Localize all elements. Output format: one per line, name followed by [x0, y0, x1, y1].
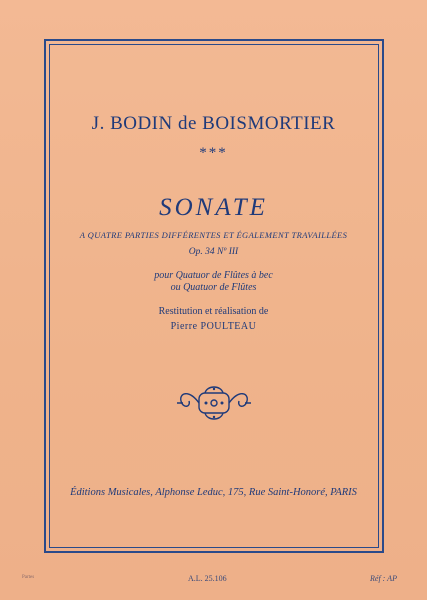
editor-name: Pierre POULTEAU: [170, 321, 257, 332]
opus-number: Op. 34 Nº III: [188, 247, 239, 257]
catalog-number: A.L. 25.106: [188, 574, 227, 583]
reference-code: Réf : AP: [370, 574, 397, 583]
composer-name: J. BODIN de BOISMORTIER: [91, 113, 336, 134]
separator-stars: ***: [199, 145, 228, 161]
decorative-scroll-icon: [175, 383, 253, 423]
work-subtitle: A QUATRE PARTIES DIFFÉRENTES ET ÉGALEMENT TRAVAILLÉES: [79, 230, 348, 240]
instrumentation-line-2: ou Quatuor de Flûtes: [170, 282, 257, 293]
instrumentation-line-1: pour Quatuor de Flûtes à bec: [154, 270, 273, 281]
publisher-line: Éditions Musicales, Alphonse Leduc, 175, Rue Saint-Honoré, PARIS: [70, 487, 357, 498]
work-title: SONATE: [159, 194, 268, 221]
footer-left-label: Partes: [22, 575, 35, 580]
restitution-credit: Restitution et réalisation de: [158, 306, 269, 317]
